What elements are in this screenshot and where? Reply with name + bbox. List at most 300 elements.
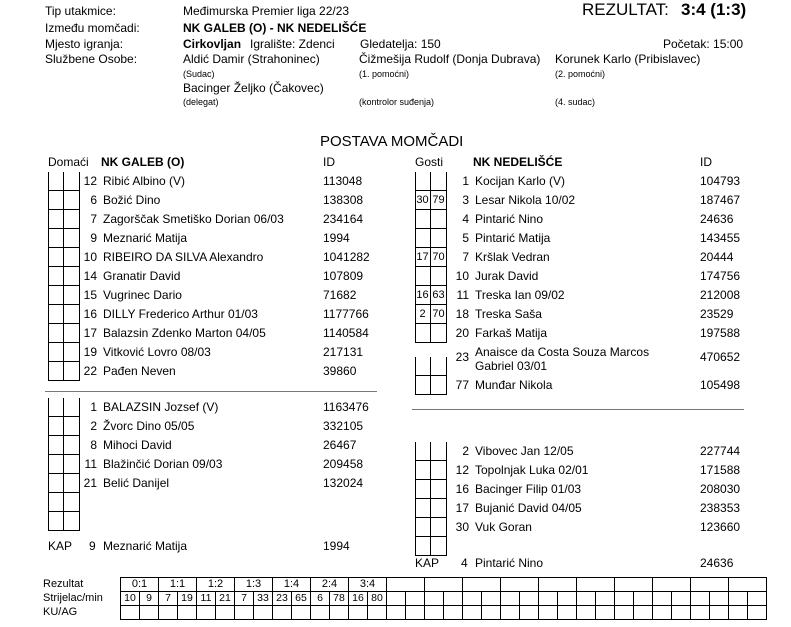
scorer-minute-cell [463, 592, 482, 606]
sub-out-minute [64, 229, 80, 247]
results-label: Strijelac/min [43, 592, 103, 604]
result-label: REZULTAT: [582, 0, 669, 19]
ku-cell [349, 606, 368, 620]
ku-cell [140, 606, 159, 620]
player-id: 24636 [700, 212, 734, 226]
venue: Cirkovljan [183, 37, 242, 51]
sub-out-minute: 63 [431, 286, 447, 304]
player-id: 197588 [700, 326, 741, 340]
results-ku-row [43, 606, 767, 620]
ku-cell [539, 606, 558, 620]
player-number: 12 [455, 463, 469, 477]
home-player-box [48, 267, 80, 286]
home-player-box [48, 455, 80, 474]
teams-label: Između momčadi: [45, 21, 140, 35]
player-name: Pintarić Nino [475, 212, 544, 226]
ku-cell [159, 606, 178, 620]
sub-in-minute [48, 210, 64, 228]
scorer-minute-cell [615, 592, 634, 606]
official-name: Čižmešija Rudolf (Donja Dubrava) [359, 52, 541, 66]
sub-in-minute: 16 [415, 286, 431, 304]
ku-cell [254, 606, 273, 620]
away-player-box [415, 229, 447, 248]
sub-out-minute [431, 229, 447, 247]
player-name: Vibovec Jan 12/05 [475, 444, 574, 458]
player-name: Pintarić Matija [475, 231, 551, 245]
sub-in-minute [48, 436, 64, 454]
ku-cell [577, 606, 596, 620]
sub-out-minute [64, 305, 80, 323]
sub-out-minute [431, 376, 447, 394]
scorer-minute-cell: 7 [159, 592, 178, 606]
player-number: 22 [83, 364, 97, 378]
home-player-box [48, 172, 80, 191]
player-name: Anaisce da Costa Souza Marcos Gabriel 03/01 [475, 345, 650, 373]
player-name: Balazsin Zdenko Marton 04/05 [103, 326, 266, 340]
player-name: Zagorščak Smetiško Dorian 06/03 [103, 212, 284, 226]
score-cell [463, 578, 501, 592]
sub-in-minute [415, 442, 431, 460]
scorer-minute-cell: 65 [292, 592, 311, 606]
sub-out-minute [431, 480, 447, 498]
away-player-box [415, 305, 447, 324]
player-name: Vuk Goran [475, 520, 532, 534]
player-id: 104793 [700, 174, 741, 188]
away-player-box [415, 480, 447, 499]
player-number: 30 [455, 520, 469, 534]
sub-out-minute [64, 474, 80, 492]
player-id: 217131 [323, 345, 364, 359]
player-id: 332105 [323, 419, 364, 433]
away-player-box [415, 461, 447, 480]
score-cell [577, 578, 615, 592]
official-role: (1. pomoćni) [359, 69, 410, 79]
ku-cell [501, 606, 520, 620]
sub-in-minute [48, 474, 64, 492]
sub-out-minute [64, 210, 80, 228]
sub-in-minute [48, 286, 64, 304]
player-number: 8 [90, 438, 97, 452]
results-label: KU/AG [43, 606, 78, 618]
ku-cell [729, 606, 748, 620]
score-cell: 1:2 [197, 578, 235, 592]
home-player-box [48, 436, 80, 455]
officials-label: Službene Osobe: [45, 52, 138, 66]
official-role: (2. pomoćni) [555, 69, 606, 79]
field: Igralište: Zdenci [250, 37, 335, 51]
player-name: BALAZSIN Jozsef (V) [103, 400, 219, 414]
scorer-minute-cell: 19 [178, 592, 197, 606]
away-player-box [415, 286, 447, 305]
player-number: 11 [84, 457, 97, 471]
home-player-box [48, 191, 80, 210]
home-empty-box [48, 512, 80, 531]
sub-in-minute [48, 455, 64, 473]
ku-cell [691, 606, 710, 620]
venue-label: Mjesto igranja: [45, 37, 124, 51]
player-id: 138308 [323, 193, 364, 207]
scorer-minute-cell [729, 592, 748, 606]
player-number: 2 [90, 419, 97, 433]
match-type: Međimurska Premier liga 22/23 [183, 4, 350, 18]
ku-cell [387, 606, 406, 620]
ku-cell [634, 606, 653, 620]
player-name: Žvorc Dino 05/05 [103, 419, 195, 433]
sub-out-minute [64, 248, 80, 266]
ku-cell [368, 606, 387, 620]
player-name: Belić Danijel [103, 476, 170, 490]
sub-in-minute [48, 305, 64, 323]
scorer-minute-cell: 9 [140, 592, 159, 606]
sub-out-minute [431, 324, 447, 342]
spectators: Gledatelja: 150 [360, 37, 441, 51]
player-number: 21 [83, 476, 97, 490]
player-id: 26467 [323, 438, 357, 452]
score-cell: 1:4 [273, 578, 311, 592]
away-player-box [415, 267, 447, 286]
player-id: 212008 [700, 288, 741, 302]
result-value: 3:4 (1:3) [681, 0, 747, 19]
ku-cell [330, 606, 349, 620]
player-number: 7 [462, 250, 469, 264]
box-cell [48, 512, 64, 530]
player-name: Jurak David [475, 269, 539, 283]
sub-out-minute [64, 398, 80, 416]
official-name: Bacinger Željko (Čakovec) [183, 81, 324, 95]
sub-out-minute [431, 518, 447, 536]
player-id: 1994 [323, 231, 350, 245]
player-name: Munđar Nikola [475, 378, 553, 392]
scorer-minute-cell [482, 592, 501, 606]
away-id-header: ID [700, 155, 712, 169]
box-cell [415, 537, 431, 555]
home-player-box [48, 324, 80, 343]
scorer-minute-cell: 7 [235, 592, 254, 606]
official-role: (Sudac) [183, 69, 215, 79]
away-captain-no: 4 [461, 556, 468, 570]
player-name: Vitković Lovro 08/03 [103, 345, 211, 359]
scorer-minute-cell: 33 [254, 592, 273, 606]
player-name: RIBEIRO DA SILVA Alexandro [103, 250, 264, 264]
player-number: 12 [83, 174, 97, 188]
scorer-minute-cell [539, 592, 558, 606]
home-captain-label: KAP [48, 539, 73, 553]
scorer-minute-cell: 23 [273, 592, 292, 606]
score-cell [729, 578, 767, 592]
away-player-box [415, 442, 447, 461]
sub-in-minute [415, 480, 431, 498]
player-id: 209458 [323, 457, 364, 471]
away-captain-id: 24636 [700, 556, 734, 570]
scorer-minute-cell [653, 592, 672, 606]
scorer-minute-cell: 80 [368, 592, 387, 606]
results-label: Rezultat [43, 578, 84, 590]
ku-cell [444, 606, 463, 620]
results-scorer-row [43, 592, 767, 606]
away-player-box [415, 518, 447, 537]
ku-cell [292, 606, 311, 620]
sub-in-minute [48, 172, 64, 190]
ku-cell [653, 606, 672, 620]
sub-in-minute [415, 461, 431, 479]
away-side-label: Gosti [415, 155, 444, 169]
player-number: 5 [462, 231, 469, 245]
player-number: 2 [462, 444, 469, 458]
ku-cell [520, 606, 539, 620]
box-cell [48, 493, 64, 511]
sub-out-minute [64, 417, 80, 435]
away-player-box [415, 210, 447, 229]
player-id: 23529 [700, 307, 734, 321]
player-number: 11 [456, 288, 469, 302]
official-role: (delegat) [183, 97, 219, 107]
ku-cell [425, 606, 444, 620]
sub-in-minute [415, 172, 431, 190]
ku-cell [463, 606, 482, 620]
player-id: 470652 [700, 350, 741, 364]
away-player-box [415, 191, 447, 210]
scorer-minute-cell [520, 592, 539, 606]
scorer-minute-cell [425, 592, 444, 606]
sub-out-minute [431, 267, 447, 285]
score-cell [539, 578, 577, 592]
sub-out-minute [64, 267, 80, 285]
scorer-minute-cell [558, 592, 577, 606]
sub-in-minute [48, 324, 64, 342]
player-name: Kršlak Vedran [475, 250, 550, 264]
home-side-label: Domaći [48, 155, 89, 169]
score-cell [425, 578, 463, 592]
ku-cell [406, 606, 425, 620]
player-name: Treska Ian 09/02 [475, 288, 565, 302]
player-number: 18 [455, 307, 469, 321]
player-id: 238353 [700, 501, 741, 515]
score-cell: 1:1 [159, 578, 197, 592]
home-player-box [48, 286, 80, 305]
scorer-minute-cell [596, 592, 615, 606]
home-player-box [48, 248, 80, 267]
away-player-box [415, 376, 447, 395]
home-player-box [48, 305, 80, 324]
ku-cell [178, 606, 197, 620]
player-number: 4 [462, 212, 469, 226]
home-player-box [48, 362, 80, 381]
sub-out-minute [64, 362, 80, 380]
home-team-name: NK GALEB (O) [101, 155, 185, 169]
player-name: Božić Dino [103, 193, 161, 207]
away-captain-name: Pintarić Nino [475, 556, 544, 570]
sub-in-minute [415, 324, 431, 342]
score-cell [615, 578, 653, 592]
player-id: 1140584 [323, 326, 369, 340]
player-number: 16 [83, 307, 97, 321]
score-cell: 0:1 [121, 578, 159, 592]
home-captain-name: Meznarić Matija [103, 539, 188, 553]
sub-out-minute [64, 324, 80, 342]
sub-in-minute: 2 [415, 305, 431, 323]
ku-cell [197, 606, 216, 620]
ku-cell [235, 606, 254, 620]
box-cell [431, 537, 447, 555]
player-number: 23 [455, 350, 469, 364]
player-id: 20444 [700, 250, 734, 264]
score-cell [653, 578, 691, 592]
score-cell: 2:4 [311, 578, 349, 592]
sub-in-minute [415, 357, 431, 375]
player-id: 187467 [700, 193, 741, 207]
away-player-box [415, 324, 447, 343]
scorer-minute-cell [577, 592, 596, 606]
ku-cell [615, 606, 634, 620]
sub-in-minute [415, 210, 431, 228]
home-player-box [48, 398, 80, 417]
player-id: 208030 [700, 482, 741, 496]
player-id: 1177766 [323, 307, 369, 321]
official-role: (4. sudac) [555, 97, 596, 107]
scorer-minute-cell [672, 592, 691, 606]
home-player-box [48, 229, 80, 248]
ku-cell [558, 606, 577, 620]
sub-in-minute [48, 248, 64, 266]
box-cell [64, 493, 80, 511]
player-number: 1 [90, 400, 97, 414]
sub-out-minute: 79 [431, 191, 447, 209]
sub-out-minute [431, 357, 447, 375]
sub-out-minute [64, 455, 80, 473]
sub-in-minute [415, 376, 431, 394]
scorer-minute-cell [406, 592, 425, 606]
player-name: Meznarić Matija [103, 231, 188, 245]
sub-in-minute [415, 229, 431, 247]
home-captain-no: 9 [89, 539, 96, 553]
scorer-minute-cell: 21 [216, 592, 235, 606]
sub-out-minute [431, 461, 447, 479]
player-number: 3 [462, 193, 469, 207]
scorer-minute-cell [501, 592, 520, 606]
scorer-minute-cell [691, 592, 710, 606]
player-number: 15 [83, 288, 97, 302]
results-table [43, 577, 767, 620]
sub-out-minute [64, 436, 80, 454]
ku-cell [748, 606, 767, 620]
home-empty-box [48, 493, 80, 512]
sub-in-minute [48, 343, 64, 361]
player-id: 174756 [700, 269, 741, 283]
player-number: 17 [83, 326, 97, 340]
player-id: 105498 [700, 378, 741, 392]
player-number: 9 [90, 231, 97, 245]
ku-cell [311, 606, 330, 620]
sub-out-minute [64, 343, 80, 361]
player-number: 17 [455, 501, 469, 515]
official-name: Korunek Karlo (Pribislavec) [555, 52, 701, 66]
player-name: Lesar Nikola 10/02 [475, 193, 576, 207]
score-cell: 3:4 [349, 578, 387, 592]
ku-cell [121, 606, 140, 620]
sub-out-minute: 70 [431, 305, 447, 323]
player-id: 227744 [700, 444, 741, 458]
scorer-minute-cell: 10 [121, 592, 140, 606]
player-name: Vugrinec Dario [103, 288, 182, 302]
sub-out-minute: 70 [431, 248, 447, 266]
player-name: Farkaš Matija [475, 326, 548, 340]
player-id: 71682 [323, 288, 357, 302]
results-score-row [43, 578, 767, 592]
score-cell [387, 578, 425, 592]
sub-in-minute [48, 229, 64, 247]
sub-in-minute [48, 267, 64, 285]
sub-in-minute [415, 499, 431, 517]
away-player-box [415, 357, 447, 376]
scorer-minute-cell [634, 592, 653, 606]
scorer-minute-cell [748, 592, 767, 606]
player-id: 143455 [700, 231, 741, 245]
lineup-title: POSTAVA MOMČADI [320, 133, 464, 150]
score-cell [501, 578, 539, 592]
scorer-minute-cell: 6 [311, 592, 330, 606]
player-name: Pađen Neven [103, 364, 176, 378]
player-number: 1 [462, 174, 469, 188]
scorer-minute-cell: 78 [330, 592, 349, 606]
sub-in-minute [48, 398, 64, 416]
ku-cell [672, 606, 691, 620]
sub-out-minute [431, 499, 447, 517]
player-id: 132024 [323, 476, 364, 490]
away-player-box [415, 248, 447, 267]
away-divider [412, 409, 744, 410]
scorer-minute-cell: 11 [197, 592, 216, 606]
scorer-minute-cell [387, 592, 406, 606]
player-id: 107809 [323, 269, 364, 283]
player-number: 20 [455, 326, 469, 340]
away-team-name: NK NEDELIŠĆE [473, 155, 563, 169]
player-name: Ribić Albino (V) [103, 174, 186, 188]
player-name: Bacinger Filip 01/03 [475, 482, 582, 496]
player-id: 123660 [700, 520, 741, 534]
ku-cell [710, 606, 729, 620]
player-id: 234164 [323, 212, 364, 226]
player-name: DILLY Frederico Arthur 01/03 [103, 307, 258, 321]
sub-out-minute [64, 172, 80, 190]
score-cell: 1:3 [235, 578, 273, 592]
away-empty-box [415, 537, 447, 556]
away-player-box [415, 499, 447, 518]
player-number: 10 [83, 250, 97, 264]
teams: NK GALEB (O) - NK NEDELIŠĆE [183, 21, 367, 35]
player-number: 7 [90, 212, 97, 226]
sub-in-minute [48, 362, 64, 380]
player-id: 1041282 [323, 250, 370, 264]
player-name: Bujanić David 04/05 [475, 501, 582, 515]
ku-cell [596, 606, 615, 620]
sub-out-minute [431, 172, 447, 190]
ku-cell [482, 606, 501, 620]
ku-cell [216, 606, 235, 620]
player-number: 14 [83, 269, 97, 283]
ku-cell [273, 606, 292, 620]
scorer-minute-cell [444, 592, 463, 606]
away-captain-label: KAP [415, 556, 440, 570]
home-player-box [48, 343, 80, 362]
sub-in-minute [48, 191, 64, 209]
sub-in-minute: 30 [415, 191, 431, 209]
player-id: 171588 [700, 463, 741, 477]
away-player-box [415, 172, 447, 191]
home-id-header: ID [323, 155, 335, 169]
sub-in-minute [415, 267, 431, 285]
sub-out-minute [64, 191, 80, 209]
player-name: Mihoci David [103, 438, 172, 452]
